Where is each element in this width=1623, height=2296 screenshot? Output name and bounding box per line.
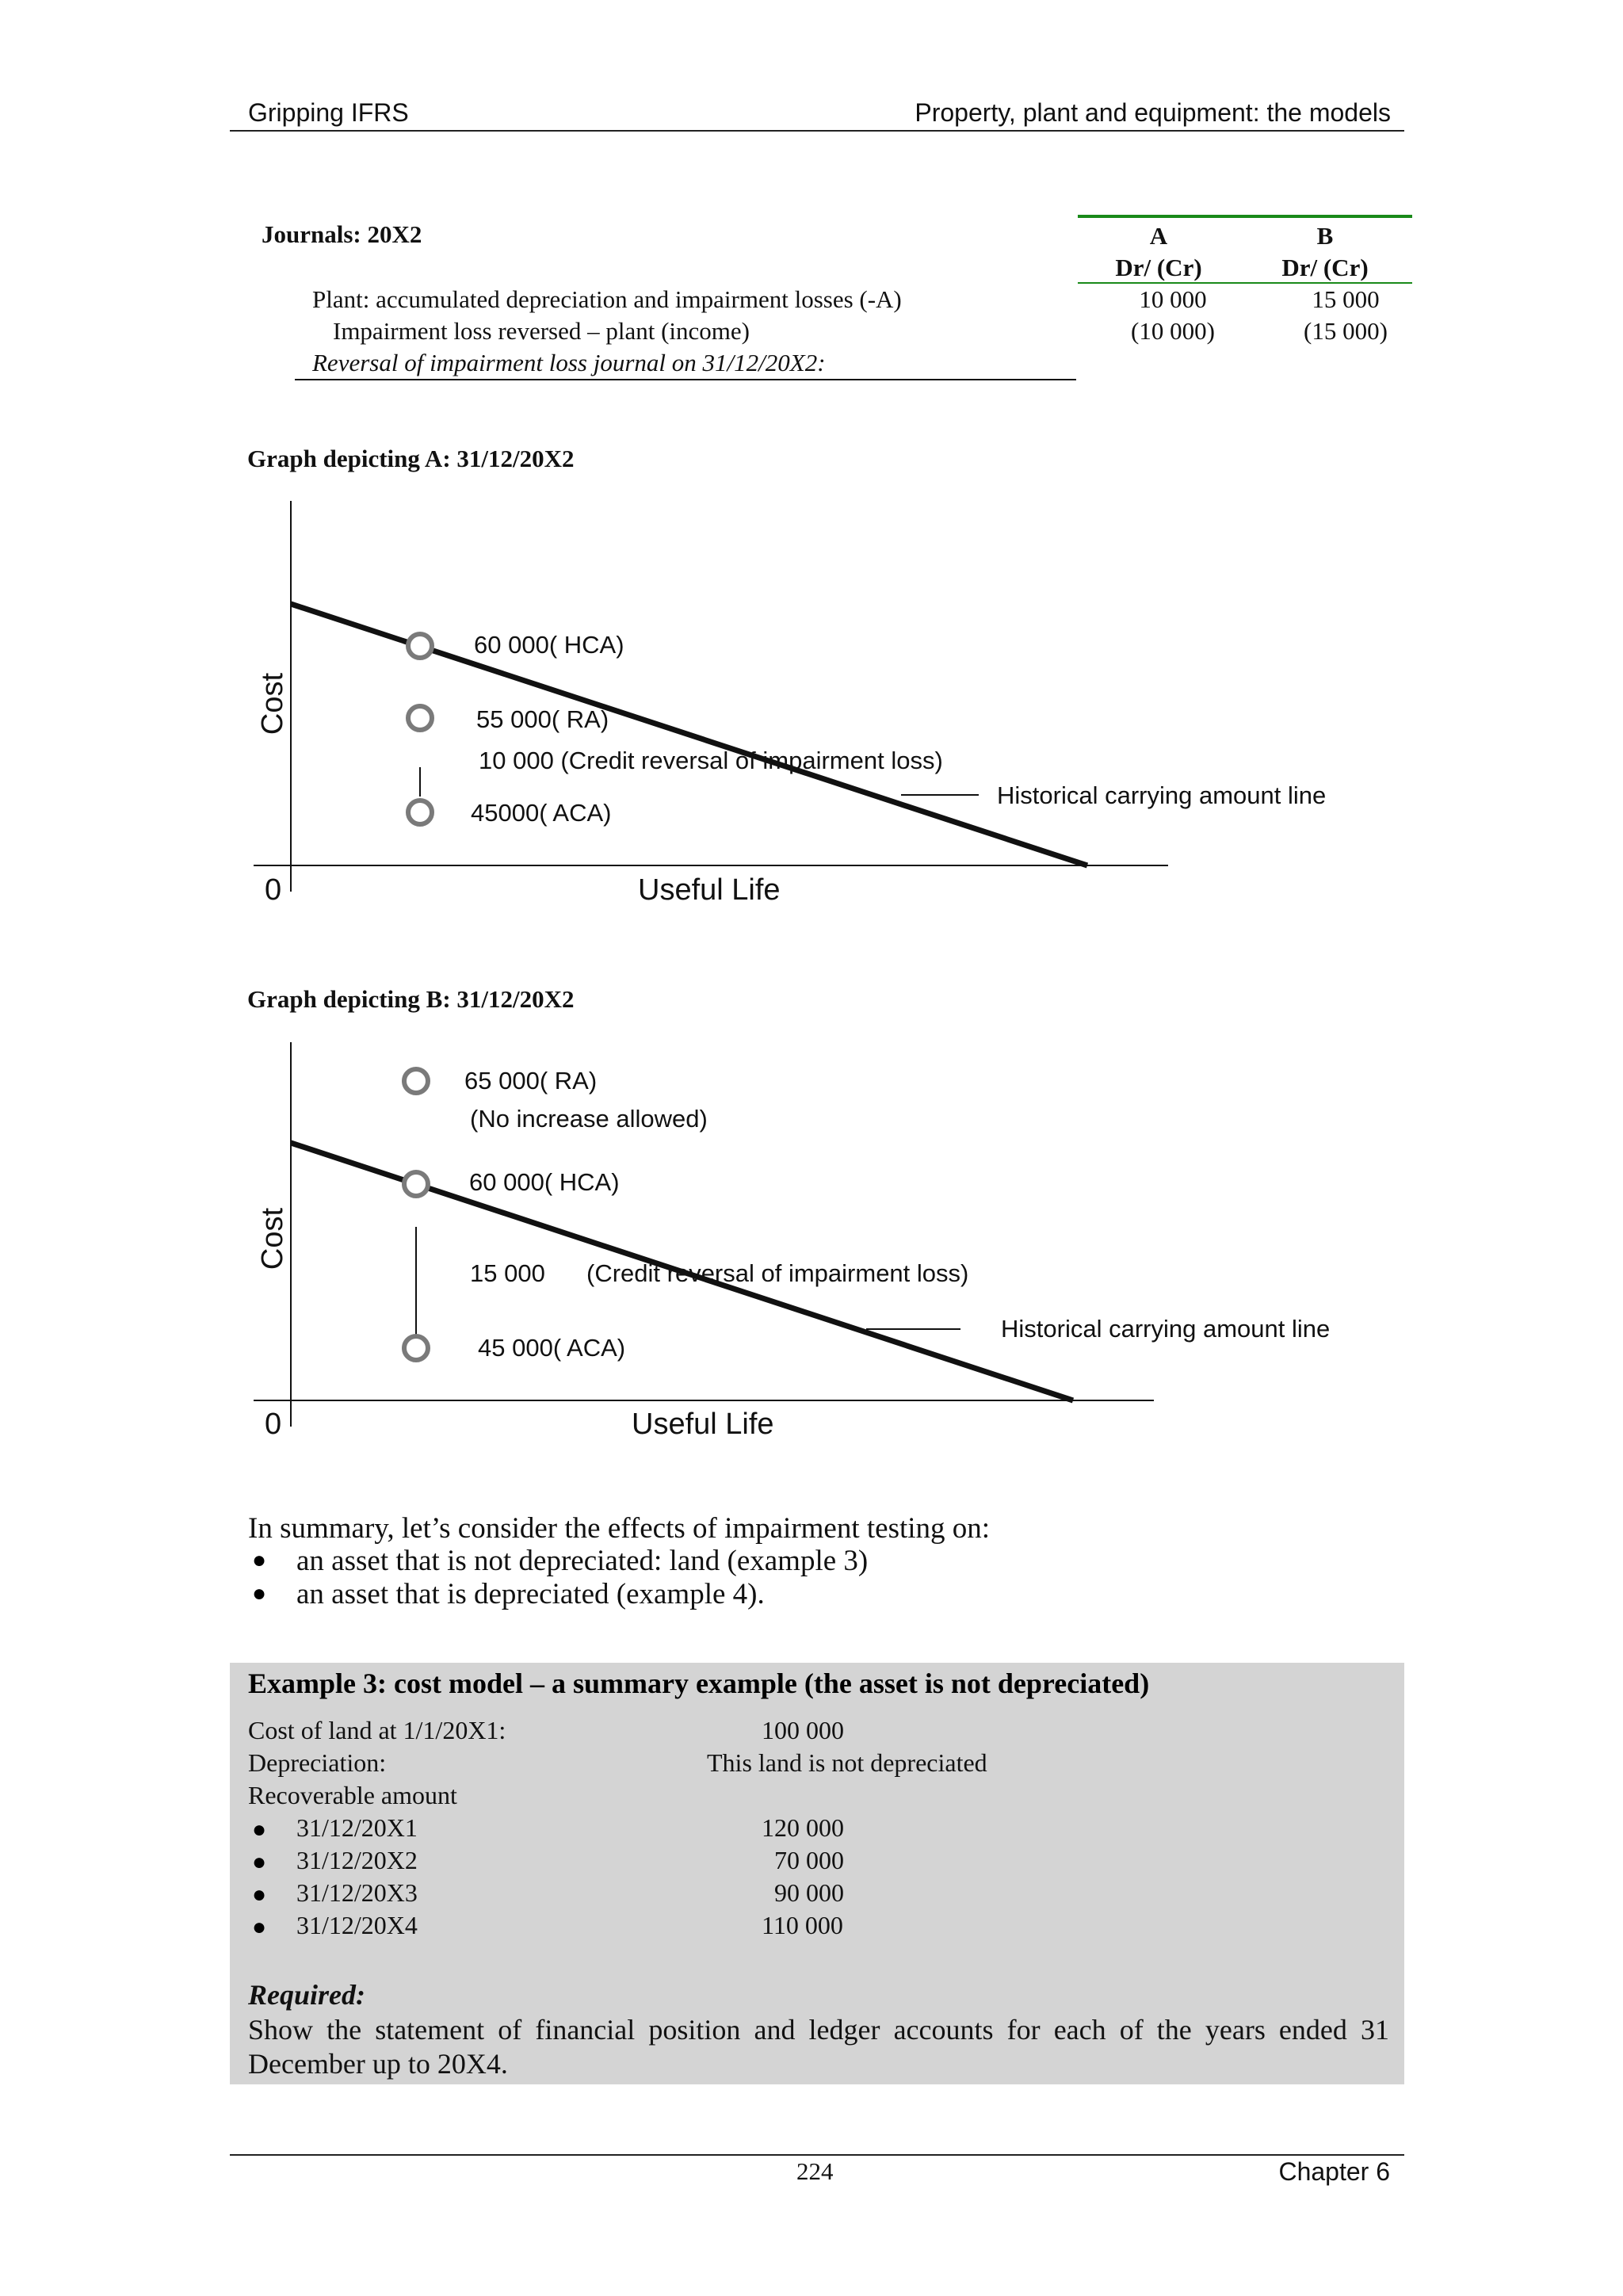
graph-a-line-label: Historical carrying amount line (997, 781, 1327, 809)
graph-a-y-label: Cost (256, 672, 289, 735)
graph-b-origin: 0 (265, 1408, 282, 1441)
summary-bullet: an asset that is not depreciated: land (example 3) (296, 1545, 869, 1577)
graph-b-y-label: Cost (256, 1207, 289, 1270)
graph-b-title: Graph depicting B: 31/12/20X2 (247, 985, 575, 1013)
graph-b-line-label: Historical carrying amount line (1001, 1315, 1331, 1343)
footer-rule (230, 2154, 1404, 2156)
graph-a-origin: 0 (265, 873, 282, 907)
example-ra-date: 31/12/20X3 (296, 1878, 418, 1907)
example-required-line2: December up to 20X4. (248, 2048, 508, 2080)
graph-a-x-label: Useful Life (638, 873, 781, 907)
summary-bullet: an asset that is depreciated (example 4). (296, 1578, 765, 1610)
bullet-icon: ● (252, 1914, 267, 1940)
example-cost-label: Cost of land at 1/1/20X1: (248, 1716, 506, 1744)
example-ra-date: 31/12/20X4 (296, 1911, 418, 1939)
example-ra-label: Recoverable amount (248, 1781, 457, 1809)
example-ra-value: 110 000 (762, 1911, 843, 1939)
journal-row-a: (10 000) (1131, 317, 1215, 345)
graph-b-aca-point (404, 1336, 428, 1360)
graph-a-aca-label: 45000( ACA) (471, 799, 612, 827)
graph-b-reversal-amount: 15 000 (470, 1259, 545, 1287)
header-right: Property, plant and equipment: the models (915, 98, 1391, 127)
example-ra-date: 31/12/20X1 (296, 1813, 418, 1842)
bullet-icon: ● (252, 1881, 267, 1908)
bullet-icon: ● (252, 1547, 267, 1573)
graph-a-ra-label: 55 000( RA) (476, 705, 609, 733)
journal-row-label: Impairment loss reversed – plant (income) (333, 317, 750, 345)
graph-a-reversal-label: 10 000 (Credit reversal of impairment loss) (479, 747, 943, 774)
journal-narration: Reversal of impairment loss journal on 31/12/20X2: (312, 349, 826, 376)
journal-row-a: 10 000 (1139, 285, 1207, 313)
col-b-sub: Dr/ (Cr) (1281, 254, 1369, 281)
example-dep-label: Depreciation: (248, 1748, 387, 1777)
graph-b-x-label: Useful Life (632, 1408, 774, 1441)
col-a-sub: Dr/ (Cr) (1115, 254, 1202, 281)
example-dep-value: This land is not depreciated (707, 1748, 987, 1777)
journal-title: Journals: 20X2 (262, 220, 422, 248)
col-b-head: B (1316, 222, 1334, 250)
graph-b-hca-label: 60 000( HCA) (469, 1168, 620, 1196)
graph-b-hca-point (404, 1172, 428, 1196)
example-required-line1: Show the statement of financial position and ledger accounts for each of the years ended 31 (248, 2014, 1389, 2046)
summary-intro: In summary, let’s consider the effects of impairment testing on: (248, 1512, 991, 1545)
graph-b-ra-label: 65 000( RA) (464, 1067, 598, 1095)
example-required-label: Required: (248, 1979, 365, 2011)
bullet-icon: ● (252, 1580, 267, 1606)
page-number: 224 (796, 2157, 834, 2185)
journal-row-b: (15 000) (1304, 317, 1388, 345)
header-left: Gripping IFRS (248, 98, 409, 127)
example-ra-value: 70 000 (774, 1846, 844, 1874)
graph-b-reversal-label: (Credit reversal of impairment loss) (586, 1259, 969, 1287)
bullet-icon: ● (252, 1849, 267, 1875)
example-heading: Example 3: cost model – a summary example (the asset is not depreciated) (248, 1668, 1150, 1699)
graph-b-aca-label: 45 000( ACA) (478, 1334, 626, 1362)
bullet-icon: ● (252, 1817, 267, 1843)
graph-a-hca-label: 60 000( HCA) (474, 631, 624, 659)
graph-a-title: Graph depicting A: 31/12/20X2 (247, 445, 575, 472)
example-ra-date: 31/12/20X2 (296, 1846, 418, 1874)
journal-row-label: Plant: accumulated depreciation and impairment losses (-A) (312, 285, 902, 313)
example-cost-value: 100 000 (762, 1716, 844, 1744)
chapter-label: Chapter 6 (1278, 2157, 1390, 2186)
graph-b-ra-point (404, 1069, 428, 1093)
col-a-head: A (1149, 222, 1168, 250)
example-ra-value: 120 000 (762, 1813, 844, 1842)
journal-row-b: 15 000 (1312, 285, 1380, 313)
graph-b-no-increase: (No increase allowed) (470, 1105, 708, 1133)
example-ra-value: 90 000 (774, 1878, 844, 1907)
